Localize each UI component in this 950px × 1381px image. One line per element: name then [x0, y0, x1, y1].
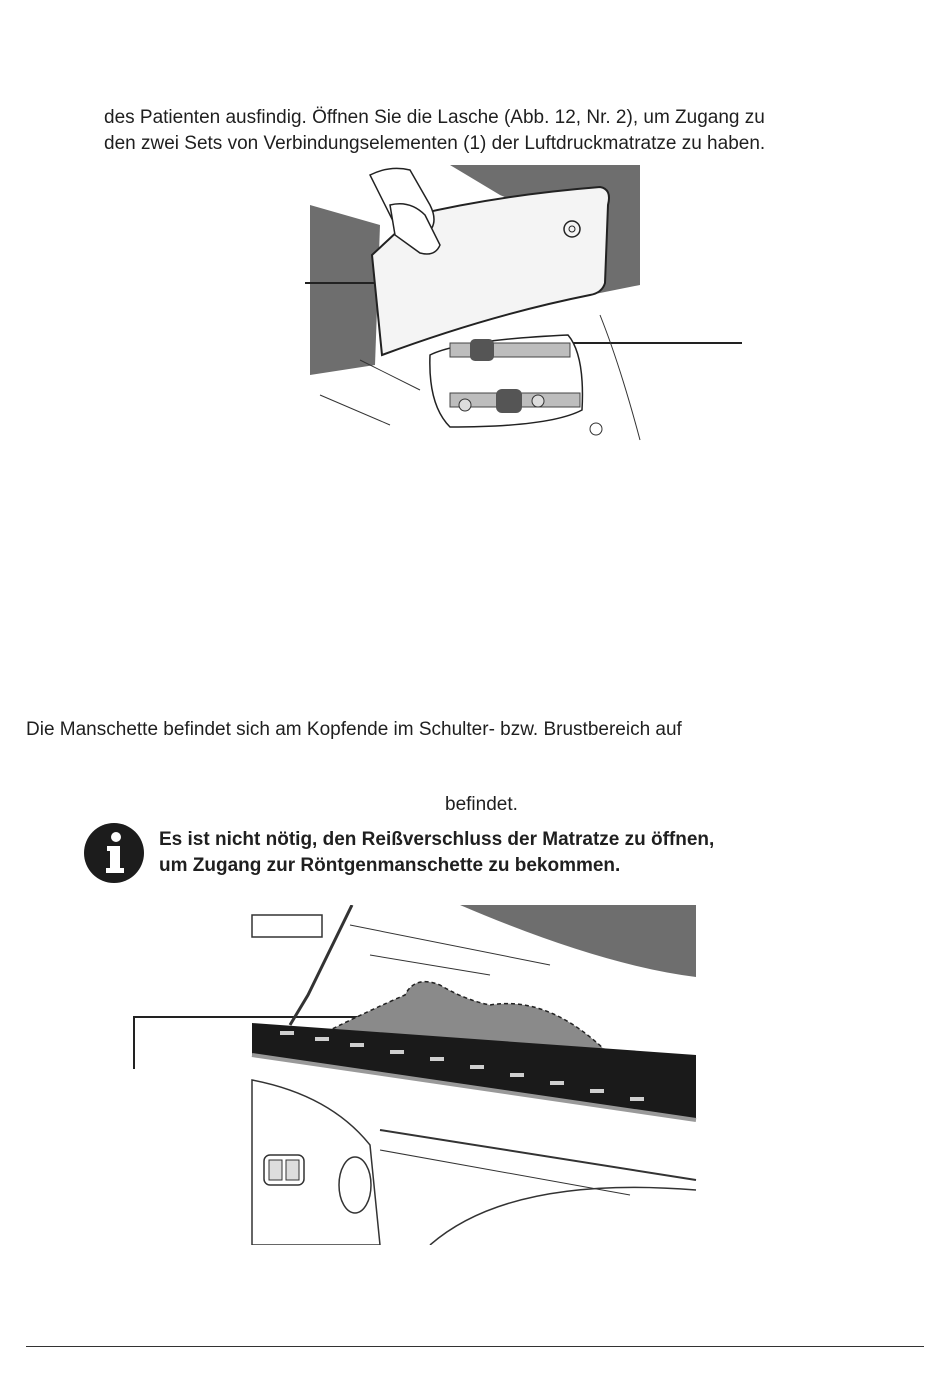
xray-cuff-illustration: [130, 905, 700, 1245]
note-line-1: Es ist nicht nötig, den Reißverschluss der Matratze zu öffnen,: [159, 829, 715, 850]
mattress-connector-illustration: [300, 165, 750, 450]
footer-rule: [26, 1346, 924, 1347]
cuff-text-end: befindet.: [445, 794, 518, 815]
cuff-text: Die Manschette befindet sich am Kopfende im Schulter- bzw. Brustbereich auf: [26, 719, 682, 740]
info-icon: [82, 822, 146, 884]
note-text: [159, 827, 714, 879]
intro-line-2: den zwei Sets von Verbindungselementen (1) der Luftdruckmatratze zu haben.: [104, 133, 766, 154]
intro-line-1: des Patienten ausfindig. Öffnen Sie die Lasche (Abb. 12, Nr. 2), um Zugang zu: [104, 107, 765, 128]
note-line-2: um Zugang zur Röntgenmanschette zu bekommen.: [159, 855, 621, 876]
